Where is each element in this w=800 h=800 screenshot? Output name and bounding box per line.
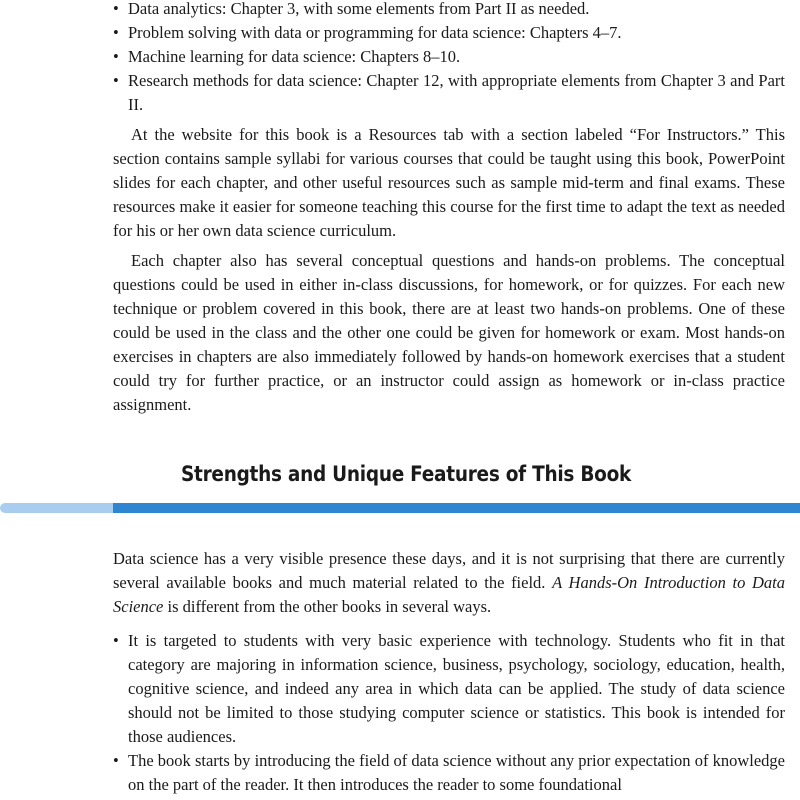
section-heading: Strengths and Unique Features of This Book — [180, 462, 632, 486]
instructor-resources-section — [113, 123, 785, 417]
bullet-marker: • — [113, 0, 119, 18]
book-title: A Hands-On Introduction to Data Science — [113, 573, 785, 616]
list-item — [113, 45, 785, 69]
features-list — [113, 629, 785, 797]
bullet-marker: • — [113, 71, 119, 90]
list-item — [113, 629, 785, 749]
list-item — [113, 21, 785, 45]
body-paragraph: At the website for this book is a Resources tab with a section labeled “For Instructors.” This section contains sample syllabi for various courses that could be taught using this book, PowerPoint slides for each chapter, and other useful resources such as sample mid-term and final exams. These resources make it easier for someone teaching this course for the first time to adapt the text as needed for his or her own data science curriculum. — [113, 125, 785, 240]
list-item-text: It is targeted to students with very basic experience with technology. Students who fit in that category are majoring in information science, business, psychology, sociology, education, health, cognitive science, and indeed any area in which data can be applied. The study of data science should not be limited to those studying computer science or statistics. This book is intended for those audiences. — [128, 631, 785, 746]
intro-text-start: Data science has a very visible presence these days, and it is not surprising that there are currently several available books and much material related to the field. — [113, 549, 785, 592]
bullet-marker: • — [113, 631, 119, 650]
bullet-marker: • — [113, 751, 119, 770]
body-paragraph: Each chapter also has several conceptual questions and hands-on problems. The conceptual questions could be used in either in-class discussions, for homework, or for quizzes. For each new technique or problem covered in this book, there are at least two hands-on problems. One of these could be used in the class and the other one could be given for homework or exam. Most hands-on exercises in chapters are also immediately followed by hands-on homework exercises that a student could try for further practice, or an instructor could assign as homework or in-class practice assignment. — [113, 251, 785, 414]
list-item — [113, 69, 785, 117]
divider-dark-segment — [113, 503, 800, 513]
section-divider-bar — [0, 503, 800, 513]
list-item-text: Data analytics: Chapter 3, with some elements from Part II as needed. — [128, 0, 590, 18]
list-item — [113, 749, 785, 797]
features-intro — [113, 547, 785, 619]
list-item-text: Problem solving with data or programming for data science: Chapters 4–7. — [128, 23, 622, 42]
divider-light-fill — [5, 503, 115, 513]
bullet-marker: • — [113, 23, 119, 42]
list-item-text: The book starts by introducing the field of data science without any prior expectation of knowledge on the part of the reader. It then introduces the reader to some foundational — [128, 751, 785, 794]
list-item-text: Machine learning for data science: Chapters 8–10. — [128, 47, 461, 66]
list-item — [113, 0, 785, 21]
bullet-marker: • — [113, 47, 119, 66]
intro-paragraph — [113, 547, 785, 619]
intro-text-end: is different from the other books in several ways. — [163, 597, 492, 616]
list-item-text: Research methods for data science: Chapter 12, with appropriate elements from Chapter 3 and Part II. — [128, 71, 785, 114]
course-mapping-list — [113, 0, 785, 117]
